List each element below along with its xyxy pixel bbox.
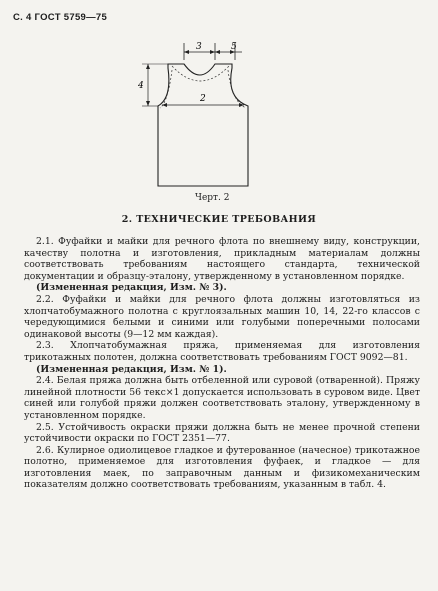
paragraph-2-1: 2.1. Фуфайки и майки для речного флота по внешнему виду, конструкции, качеству полотна и изготовления, прикладным материалам должны соответствовать требованиям настоящего стандарта, технической документации и образцу-эталону, утвержденному в установленном порядке. bbox=[24, 236, 420, 282]
armhole-trim-left bbox=[160, 70, 172, 108]
singlet-outline-svg bbox=[120, 38, 350, 198]
figure-caption: Черт. 2 bbox=[195, 193, 230, 203]
label-2: 2 bbox=[200, 94, 206, 104]
amendment-note-1: (Измененная редакция, Изм. № 3). bbox=[36, 282, 227, 294]
singlet-drawing bbox=[120, 38, 350, 198]
paragraph-2-4: 2.4. Белая пряжа должна быть отбеленной или суровой (отваренной). Пряжу линейной плотности 56 текс×1 допускается использовать в суровом виде. Цвет синей или голубой пряжи должен соответствовать эталону, утвержденному в установленном порядке. bbox=[24, 375, 420, 421]
neck-trim bbox=[172, 66, 229, 81]
singlet-outline bbox=[158, 64, 248, 186]
label-3: 3 bbox=[196, 42, 202, 52]
paragraph-2-5: 2.5. Устойчивость окраски пряжи должна быть не менее прочной степени устойчивости окраски по ГОСТ 2351—77. bbox=[24, 421, 420, 445]
arrow bbox=[215, 50, 220, 54]
arrow bbox=[162, 103, 167, 107]
page-header: С. 4 ГОСТ 5759—75 bbox=[13, 12, 108, 23]
label-4: 4 bbox=[138, 81, 144, 91]
section-title: 2. ТЕХНИЧЕСКИЕ ТРЕБОВАНИЯ bbox=[121, 214, 317, 225]
paragraph-2-3: 2.3. Хлопчатобумажная пряжа, применяемая для изготовления трикотажных полотен, должна соответствовать требованиям ГОСТ 9092—81. bbox=[24, 340, 420, 363]
paragraph-2-2: 2.2. Фуфайки и майки для речного флота должны изготовляться из хлопчатобумажного полотна с круглоязальных машин 10, 14, 22-го классов с чередующимися белыми и синими или голубыми поперечными полосами одинаковой высоты (9—12 мм каждая). bbox=[24, 293, 420, 340]
label-5: 5 bbox=[231, 42, 237, 52]
arrow bbox=[146, 101, 150, 106]
body-text bbox=[24, 236, 420, 491]
arrow bbox=[184, 50, 189, 54]
amendment-note-2: (Измененная редакция, Изм. № 1). bbox=[36, 363, 227, 375]
paragraph-2-6: 2.6. Кулирное одиолицевое гладкое и футерованное (начесное) трикотажное полотно, применяемое для изготовления фуфаек, и гладкое — для изготовления маек, по заправочным данным и физикомеханическим показателям должно соответствовать требованиям, указанным в табл. 4. bbox=[24, 444, 420, 491]
arrow bbox=[210, 50, 215, 54]
arrow bbox=[146, 64, 150, 69]
